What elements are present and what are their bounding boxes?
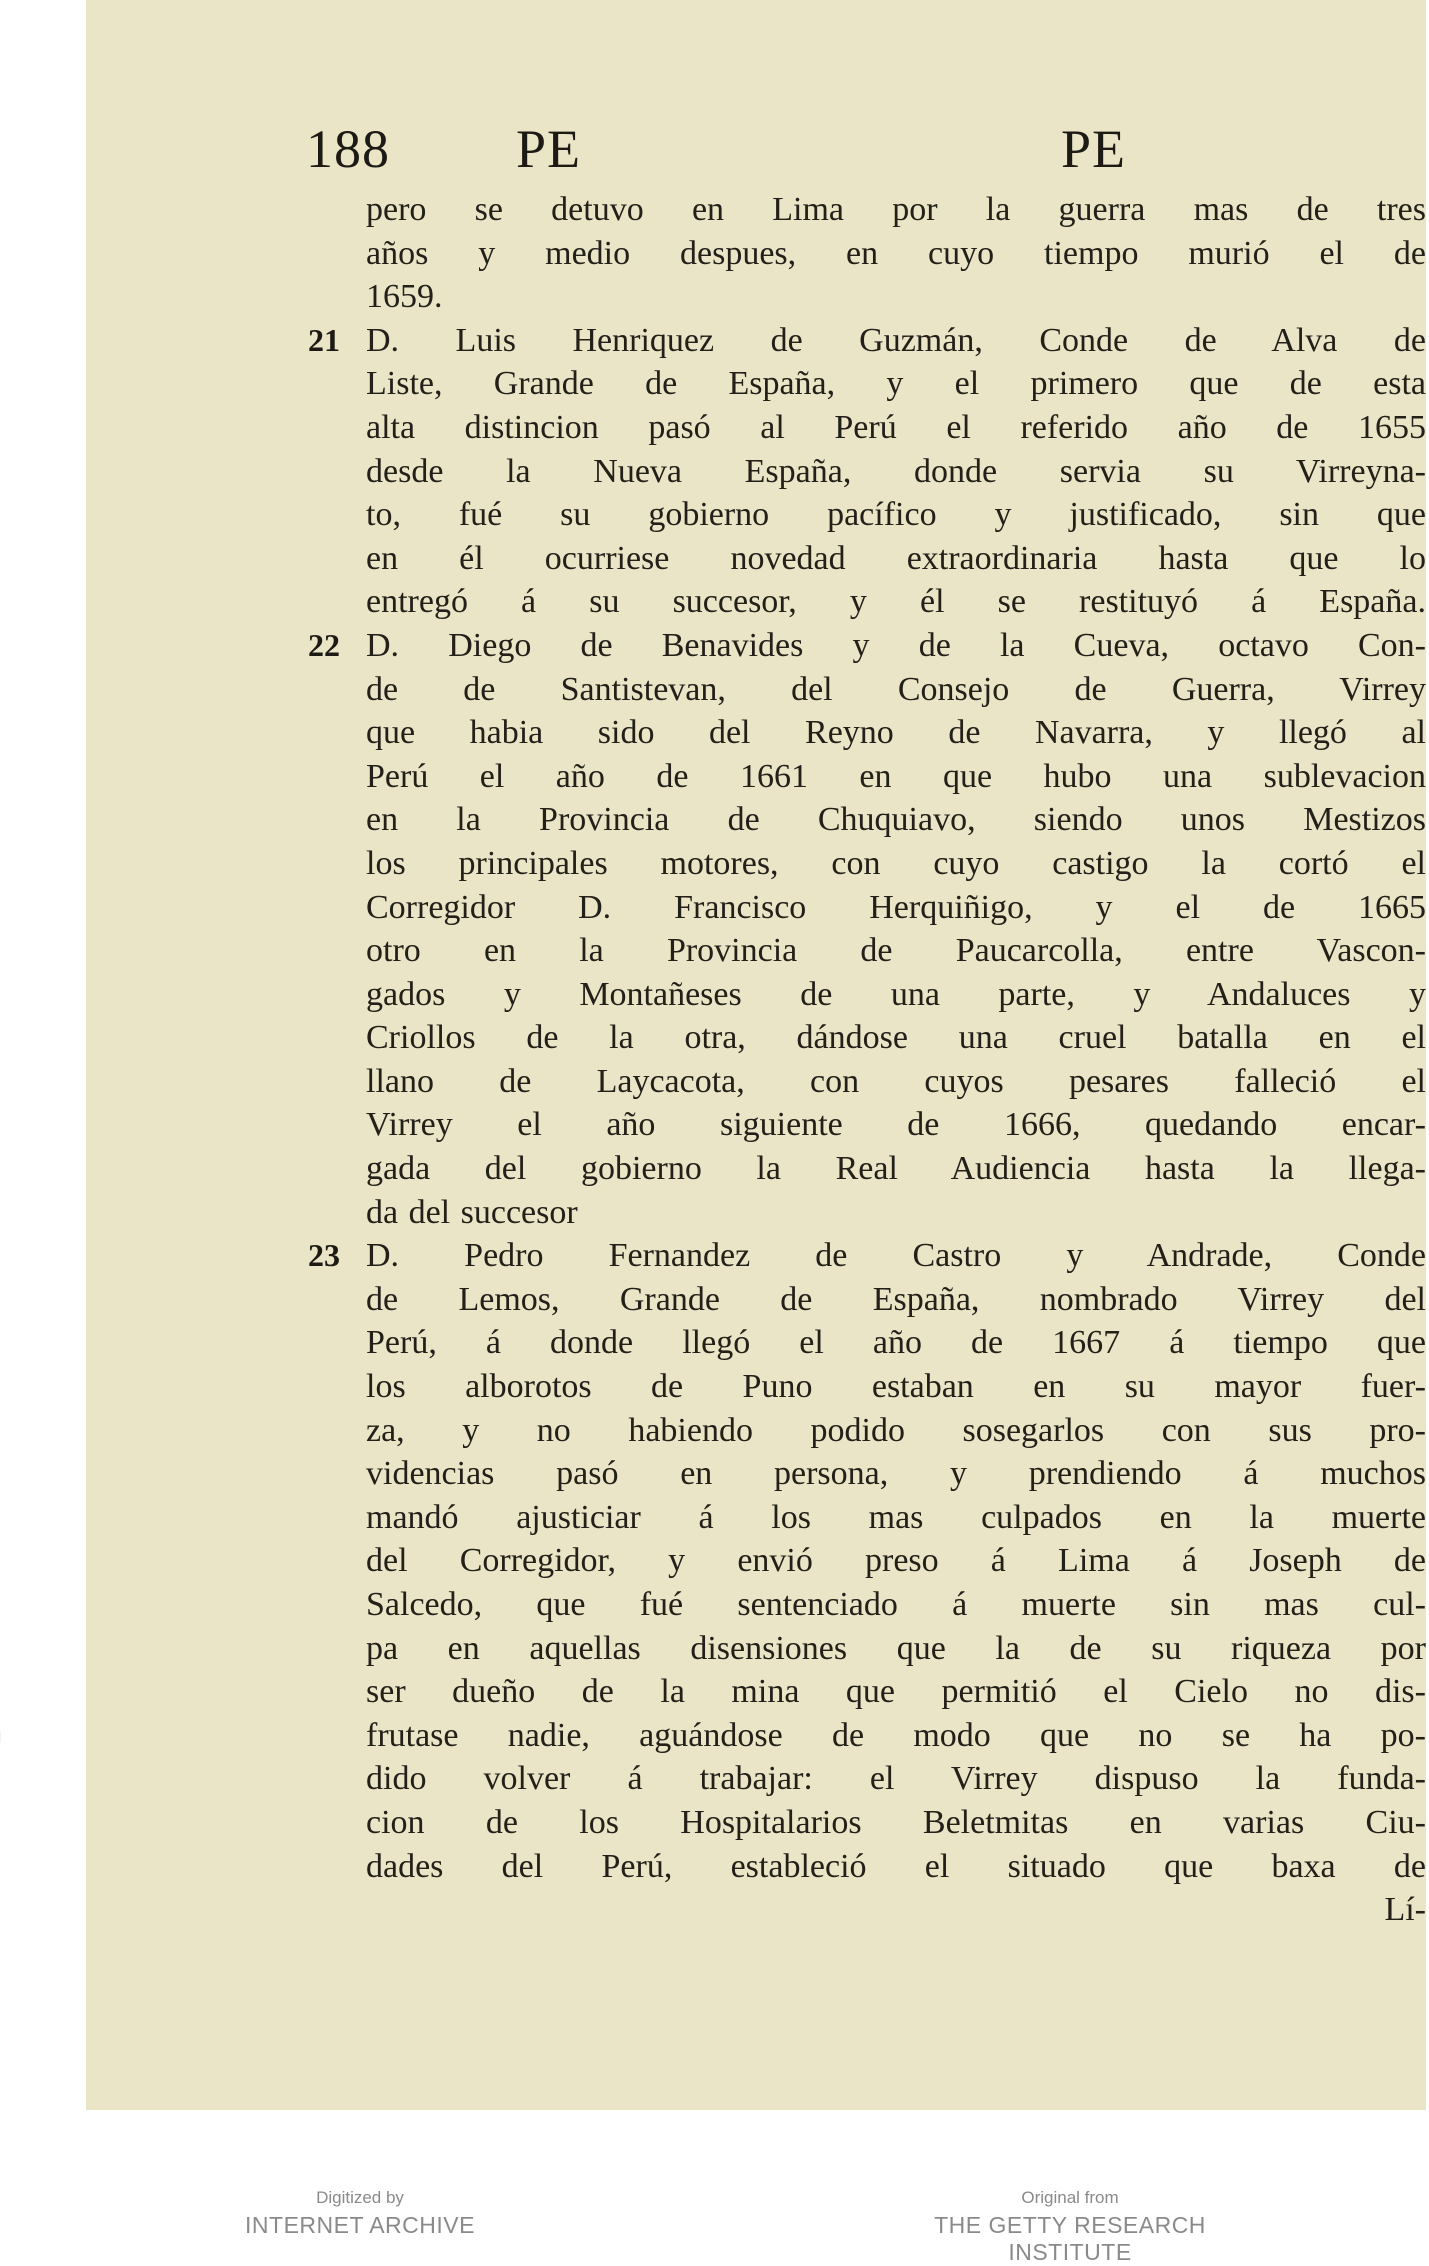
original-from-label: Original from <box>1021 2188 1119 2207</box>
text-line: de de Santistevan, del Consejo de Guerra, Virrey <box>366 670 1426 708</box>
entry-number: 23 <box>308 1237 340 1274</box>
text-line: en él ocurriese novedad extraordinaria hasta que lo <box>366 539 1426 577</box>
entry-22 <box>308 624 1426 1234</box>
text-line: gados y Montañeses de una parte, y Andaluces y <box>366 975 1426 1013</box>
digitized-by-credit <box>245 2188 475 2239</box>
text-line: Salcedo, que fué sentenciado á muerte sin mas cul- <box>366 1586 1426 1623</box>
scanned-page <box>86 0 1426 2110</box>
text-line: Virrey el año siguiente de 1666, quedando encar- <box>366 1106 1426 1144</box>
original-from-credit <box>880 2188 1260 2266</box>
text-line: Perú, á donde llegó el año de 1667 á tiempo que <box>366 1324 1426 1362</box>
text-line: los principales motores, con cuyo castigo la cortó el <box>366 844 1426 882</box>
text-line: los alborotos de Puno estaban en su mayor fuer- <box>366 1368 1426 1406</box>
text-line: Perú el año de 1661 en que hubo una sublevacion <box>366 757 1426 795</box>
entry-number: 21 <box>308 321 340 358</box>
text-line: D. Pedro Fernandez de Castro y Andrade, Conde <box>366 1237 1426 1275</box>
text-line: que habia sido del Reyno de Navarra, y llegó al <box>366 714 1426 752</box>
entry-23 <box>308 1234 1426 1888</box>
text-line: D. Luis Henriquez de Guzmán, Conde de Alva de <box>366 321 1426 359</box>
text-line: mandó ajusticiar á los mas culpados en la muerte <box>366 1498 1426 1536</box>
text-line: en la Provincia de Chuquiavo, siendo unos Mestizos <box>366 801 1426 839</box>
text-line: frutase nadie, aguándose de modo que no se ha po- <box>366 1716 1426 1754</box>
text-line: cion de los Hospitalarios Beletmitas en varias Ciu- <box>366 1803 1426 1841</box>
text-line: pero se detuvo en Lima por la guerra mas de tres <box>366 191 1426 228</box>
text-line: videncias pasó en persona, y prendiendo á muchos <box>366 1455 1426 1493</box>
text-line: dido volver á trabajar: el Virrey dispuso la funda- <box>366 1760 1426 1798</box>
text-line: 1659. <box>366 278 443 316</box>
text-line: da del succesor <box>366 1193 578 1231</box>
entry-number: 22 <box>308 626 340 663</box>
text-line: del Corregidor, y envió preso á Lima á Joseph de <box>366 1542 1426 1580</box>
text-line: desde la Nueva España, donde servia su Virreyna- <box>366 452 1426 490</box>
internet-archive-label: INTERNET ARCHIVE <box>245 2212 475 2238</box>
text-line: to, fué su gobierno pacífico y justificado, sin que <box>366 496 1426 534</box>
text-line: alta distincion pasó al Perú el referido año de 1655 <box>366 408 1426 446</box>
text-line: D. Diego de Benavides y de la Cueva, octavo Con- <box>366 626 1426 664</box>
body-text <box>308 188 1426 1932</box>
page-number: 188 <box>306 119 390 179</box>
text-line: Corregidor D. Francisco Herquiñigo, y el de 1665 <box>366 888 1426 926</box>
text-line: za, y no habiendo podido sosegarlos con sus pro- <box>366 1411 1426 1449</box>
text-line: años y medio despues, en cuyo tiempo murió el de <box>366 234 1426 272</box>
text-line: otro en la Provincia de Paucarcolla, entre Vascon- <box>366 932 1426 970</box>
text-line: gada del gobierno la Real Audiencia hasta la llega- <box>366 1150 1426 1188</box>
text-line: Criollos de la otra, dándose una cruel batalla en el <box>366 1019 1426 1057</box>
text-line: ser dueño de la mina que permitió el Cielo no dis- <box>366 1673 1426 1711</box>
text-line: Liste, Grande de España, y el primero que de esta <box>366 365 1426 403</box>
running-head <box>86 118 1426 188</box>
right-heading: PE <box>1061 119 1127 179</box>
left-heading: PE <box>516 119 582 179</box>
entry-21 <box>308 319 1426 624</box>
getty-label: THE GETTY RESEARCH INSTITUTE <box>934 2212 1206 2265</box>
text-line: dades del Perú, estableció el situado que baxa de <box>366 1847 1426 1885</box>
text-line: llano de Laycacota, con cuyos pesares falleció el <box>366 1062 1426 1100</box>
hathitrust-watermark <box>0 1114 2 2234</box>
watermark-line <box>0 1114 2 2234</box>
text-line: de Lemos, Grande de España, nombrado Virrey del <box>366 1280 1426 1318</box>
digitized-by-label: Digitized by <box>316 2188 404 2207</box>
text-line: pa en aquellas disensiones que la de su riqueza por <box>366 1629 1426 1667</box>
text-line: entregó á su succesor, y él se restituyó á España. <box>366 583 1426 621</box>
catchword: Lí- <box>1384 1891 1426 1929</box>
intro-paragraph <box>366 188 1426 319</box>
